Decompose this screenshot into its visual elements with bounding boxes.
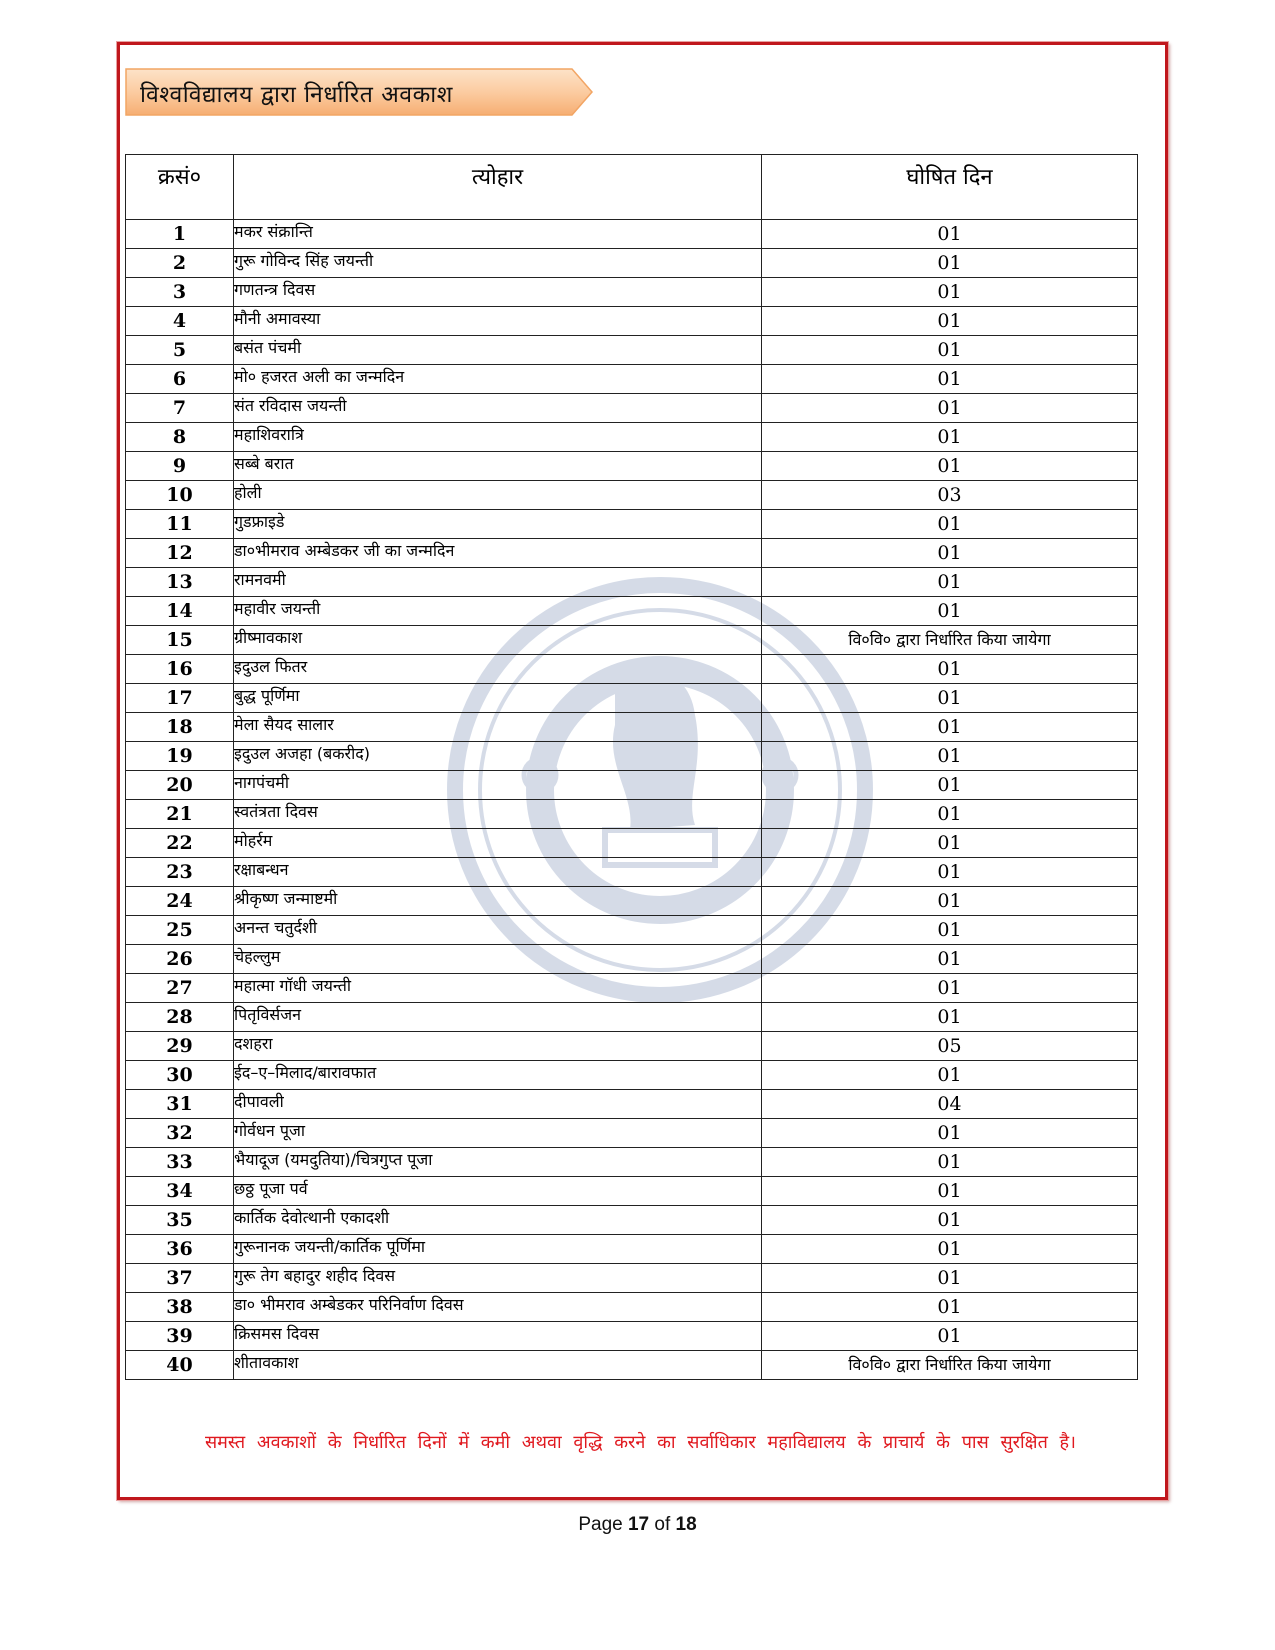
festival-name: मौनी अमावस्या xyxy=(234,307,762,336)
table-row xyxy=(126,1061,1138,1090)
festival-name: मोहर्रम xyxy=(234,829,762,858)
declared-days: 01 xyxy=(762,510,1138,539)
festival-name: बुद्ध पूर्णिमा xyxy=(234,684,762,713)
table-row xyxy=(126,974,1138,1003)
serial-number: 17 xyxy=(126,684,234,713)
festival-name: दशहरा xyxy=(234,1032,762,1061)
declared-days: 01 xyxy=(762,220,1138,249)
declared-days: 01 xyxy=(762,800,1138,829)
serial-number: 26 xyxy=(126,945,234,974)
festival-name: इदुउल अजहा (बकरीद) xyxy=(234,742,762,771)
serial-number: 24 xyxy=(126,887,234,916)
festival-name: नागपंचमी xyxy=(234,771,762,800)
serial-number: 31 xyxy=(126,1090,234,1119)
table-row xyxy=(126,452,1138,481)
serial-number: 37 xyxy=(126,1264,234,1293)
declared-days: 01 xyxy=(762,974,1138,1003)
declared-days: 01 xyxy=(762,1177,1138,1206)
table-row xyxy=(126,394,1138,423)
table-row xyxy=(126,1206,1138,1235)
serial-number: 15 xyxy=(126,626,234,655)
declared-days: 01 xyxy=(762,655,1138,684)
declared-days: 01 xyxy=(762,858,1138,887)
festival-name: बसंत पंचमी xyxy=(234,336,762,365)
serial-number: 32 xyxy=(126,1119,234,1148)
table-row xyxy=(126,1264,1138,1293)
declared-days: 01 xyxy=(762,1235,1138,1264)
declared-days: 01 xyxy=(762,916,1138,945)
festival-name: शीतावकाश xyxy=(234,1351,762,1380)
festival-name: गोर्वधन पूजा xyxy=(234,1119,762,1148)
header-festival: त्योहार xyxy=(234,155,762,220)
festival-name: इदुउल फितर xyxy=(234,655,762,684)
serial-number: 2 xyxy=(126,249,234,278)
table-row xyxy=(126,1003,1138,1032)
serial-number: 11 xyxy=(126,510,234,539)
table-row xyxy=(126,1032,1138,1061)
table-row xyxy=(126,307,1138,336)
declared-days: 01 xyxy=(762,742,1138,771)
festival-name: अनन्त चतुर्दशी xyxy=(234,916,762,945)
festival-name: रक्षाबन्धन xyxy=(234,858,762,887)
festival-name: महावीर जयन्ती xyxy=(234,597,762,626)
table-row xyxy=(126,1322,1138,1351)
festival-name: गुरूनानक जयन्ती/कार्तिक पूर्णिमा xyxy=(234,1235,762,1264)
table-row xyxy=(126,829,1138,858)
serial-number: 3 xyxy=(126,278,234,307)
serial-number: 18 xyxy=(126,713,234,742)
table-row xyxy=(126,336,1138,365)
serial-number: 9 xyxy=(126,452,234,481)
serial-number: 23 xyxy=(126,858,234,887)
serial-number: 14 xyxy=(126,597,234,626)
festival-name: डा०भीमराव अम्बेडकर जी का जन्मदिन xyxy=(234,539,762,568)
serial-number: 13 xyxy=(126,568,234,597)
declared-days: 01 xyxy=(762,1061,1138,1090)
table-row xyxy=(126,742,1138,771)
table-row xyxy=(126,771,1138,800)
table-row xyxy=(126,1351,1138,1380)
declared-days: 05 xyxy=(762,1032,1138,1061)
serial-number: 10 xyxy=(126,481,234,510)
serial-number: 7 xyxy=(126,394,234,423)
declared-days: 01 xyxy=(762,1322,1138,1351)
festival-name: छठ्ठ पूजा पर्व xyxy=(234,1177,762,1206)
declared-days: 01 xyxy=(762,945,1138,974)
festival-name: होली xyxy=(234,481,762,510)
table-row xyxy=(126,568,1138,597)
declared-days: 01 xyxy=(762,307,1138,336)
serial-number: 34 xyxy=(126,1177,234,1206)
serial-number: 8 xyxy=(126,423,234,452)
declared-days: 01 xyxy=(762,829,1138,858)
declared-days: 01 xyxy=(762,1293,1138,1322)
page-label: Page xyxy=(578,1514,628,1535)
table-row xyxy=(126,916,1138,945)
festival-name: गुडफ्राइडे xyxy=(234,510,762,539)
table-row xyxy=(126,597,1138,626)
declared-days: 03 xyxy=(762,481,1138,510)
declared-days: वि०वि० द्वारा निर्धारित किया जायेगा xyxy=(762,626,1138,655)
declared-days: 01 xyxy=(762,452,1138,481)
serial-number: 6 xyxy=(126,365,234,394)
declared-days: 01 xyxy=(762,568,1138,597)
serial-number: 30 xyxy=(126,1061,234,1090)
serial-number: 33 xyxy=(126,1148,234,1177)
festival-name: ईद–ए–मिलाद/बारावफात xyxy=(234,1061,762,1090)
festival-name: महाशिवरात्रि xyxy=(234,423,762,452)
festival-name: दीपावली xyxy=(234,1090,762,1119)
festival-name: सब्बे बरात xyxy=(234,452,762,481)
declared-days: 01 xyxy=(762,713,1138,742)
declared-days: 01 xyxy=(762,1206,1138,1235)
page-title: विश्वविद्यालय द्वारा निर्धारित अवकाश xyxy=(140,82,453,108)
serial-number: 5 xyxy=(126,336,234,365)
table-row xyxy=(126,1235,1138,1264)
serial-number: 20 xyxy=(126,771,234,800)
table-row xyxy=(126,278,1138,307)
declared-days: 01 xyxy=(762,597,1138,626)
total-pages: 18 xyxy=(675,1514,697,1535)
table-row xyxy=(126,713,1138,742)
declared-days: 01 xyxy=(762,684,1138,713)
serial-number: 25 xyxy=(126,916,234,945)
serial-number: 35 xyxy=(126,1206,234,1235)
serial-number: 38 xyxy=(126,1293,234,1322)
festival-name: क्रिसमस दिवस xyxy=(234,1322,762,1351)
table-row xyxy=(126,655,1138,684)
festival-name: महात्मा गॉधी जयन्ती xyxy=(234,974,762,1003)
declared-days: 01 xyxy=(762,887,1138,916)
table-row xyxy=(126,887,1138,916)
declared-days: 01 xyxy=(762,771,1138,800)
page-number xyxy=(0,1514,1275,1536)
declared-days: 01 xyxy=(762,394,1138,423)
festival-name: पितृविर्सजन xyxy=(234,1003,762,1032)
declared-days: 01 xyxy=(762,278,1138,307)
festival-name: रामनवमी xyxy=(234,568,762,597)
festival-name: कार्तिक देवोत्थानी एकादशी xyxy=(234,1206,762,1235)
serial-number: 1 xyxy=(126,220,234,249)
serial-number: 28 xyxy=(126,1003,234,1032)
table-row xyxy=(126,945,1138,974)
page-of-label: of xyxy=(649,1514,676,1535)
serial-number: 12 xyxy=(126,539,234,568)
festival-name: ग्रीष्मावकाश xyxy=(234,626,762,655)
festival-name: स्वतंत्रता दिवस xyxy=(234,800,762,829)
table-row xyxy=(126,684,1138,713)
table-row xyxy=(126,1090,1138,1119)
table-row xyxy=(126,365,1138,394)
table-row xyxy=(126,510,1138,539)
serial-number: 27 xyxy=(126,974,234,1003)
serial-number: 16 xyxy=(126,655,234,684)
festival-name: डा० भीमराव अम्बेडकर परिनिर्वाण दिवस xyxy=(234,1293,762,1322)
declared-days: 01 xyxy=(762,423,1138,452)
festival-name: मकर संक्रान्ति xyxy=(234,220,762,249)
table-row xyxy=(126,858,1138,887)
festival-name: चेहल्लुम xyxy=(234,945,762,974)
table-row xyxy=(126,481,1138,510)
table-row xyxy=(126,1119,1138,1148)
table-row xyxy=(126,626,1138,655)
header-serial-number: क्रसं० xyxy=(126,155,234,220)
header-declared-days: घोषित दिन xyxy=(762,155,1138,220)
footnote-rights-reserved: समस्त अवकाशों के निर्धारित दिनों में कमी अथवा वृद्धि करने का सर्वाधिकार महाविद्यालय के प्राचार्य के पास सुरक्षित है। xyxy=(205,1432,1076,1453)
declared-days: 01 xyxy=(762,365,1138,394)
table-row xyxy=(126,1148,1138,1177)
table-row xyxy=(126,800,1138,829)
table-header-row xyxy=(126,155,1138,220)
declared-days: 01 xyxy=(762,1119,1138,1148)
declared-days: 01 xyxy=(762,1264,1138,1293)
festival-name: संत रविदास जयन्ती xyxy=(234,394,762,423)
declared-days: 01 xyxy=(762,539,1138,568)
serial-number: 22 xyxy=(126,829,234,858)
declared-days: 04 xyxy=(762,1090,1138,1119)
festival-name: श्रीकृष्ण जन्माष्टमी xyxy=(234,887,762,916)
festival-name: भैयादूज (यमदुतिया)/चित्रगुप्त पूजा xyxy=(234,1148,762,1177)
current-page: 17 xyxy=(627,1514,650,1535)
festival-name: गणतन्त्र दिवस xyxy=(234,278,762,307)
table-row xyxy=(126,220,1138,249)
serial-number: 21 xyxy=(126,800,234,829)
table-row xyxy=(126,539,1138,568)
festival-name: गुरू तेग बहादुर शहीद दिवस xyxy=(234,1264,762,1293)
serial-number: 39 xyxy=(126,1322,234,1351)
declared-days: 01 xyxy=(762,1148,1138,1177)
serial-number: 40 xyxy=(126,1351,234,1380)
serial-number: 19 xyxy=(126,742,234,771)
serial-number: 4 xyxy=(126,307,234,336)
festival-name: गुरू गोविन्द सिंह जयन्ती xyxy=(234,249,762,278)
holiday-table xyxy=(125,154,1138,1380)
declared-days: वि०वि० द्वारा निर्धारित किया जायेगा xyxy=(762,1351,1138,1380)
serial-number: 29 xyxy=(126,1032,234,1061)
section-heading-banner xyxy=(124,67,596,117)
festival-name: मो० हजरत अली का जन्मदिन xyxy=(234,365,762,394)
table-row xyxy=(126,1177,1138,1206)
declared-days: 01 xyxy=(762,336,1138,365)
table-row xyxy=(126,1293,1138,1322)
festival-name: मेला सैयद सालार xyxy=(234,713,762,742)
declared-days: 01 xyxy=(762,249,1138,278)
table-row xyxy=(126,249,1138,278)
serial-number: 36 xyxy=(126,1235,234,1264)
table-row xyxy=(126,423,1138,452)
declared-days: 01 xyxy=(762,1003,1138,1032)
